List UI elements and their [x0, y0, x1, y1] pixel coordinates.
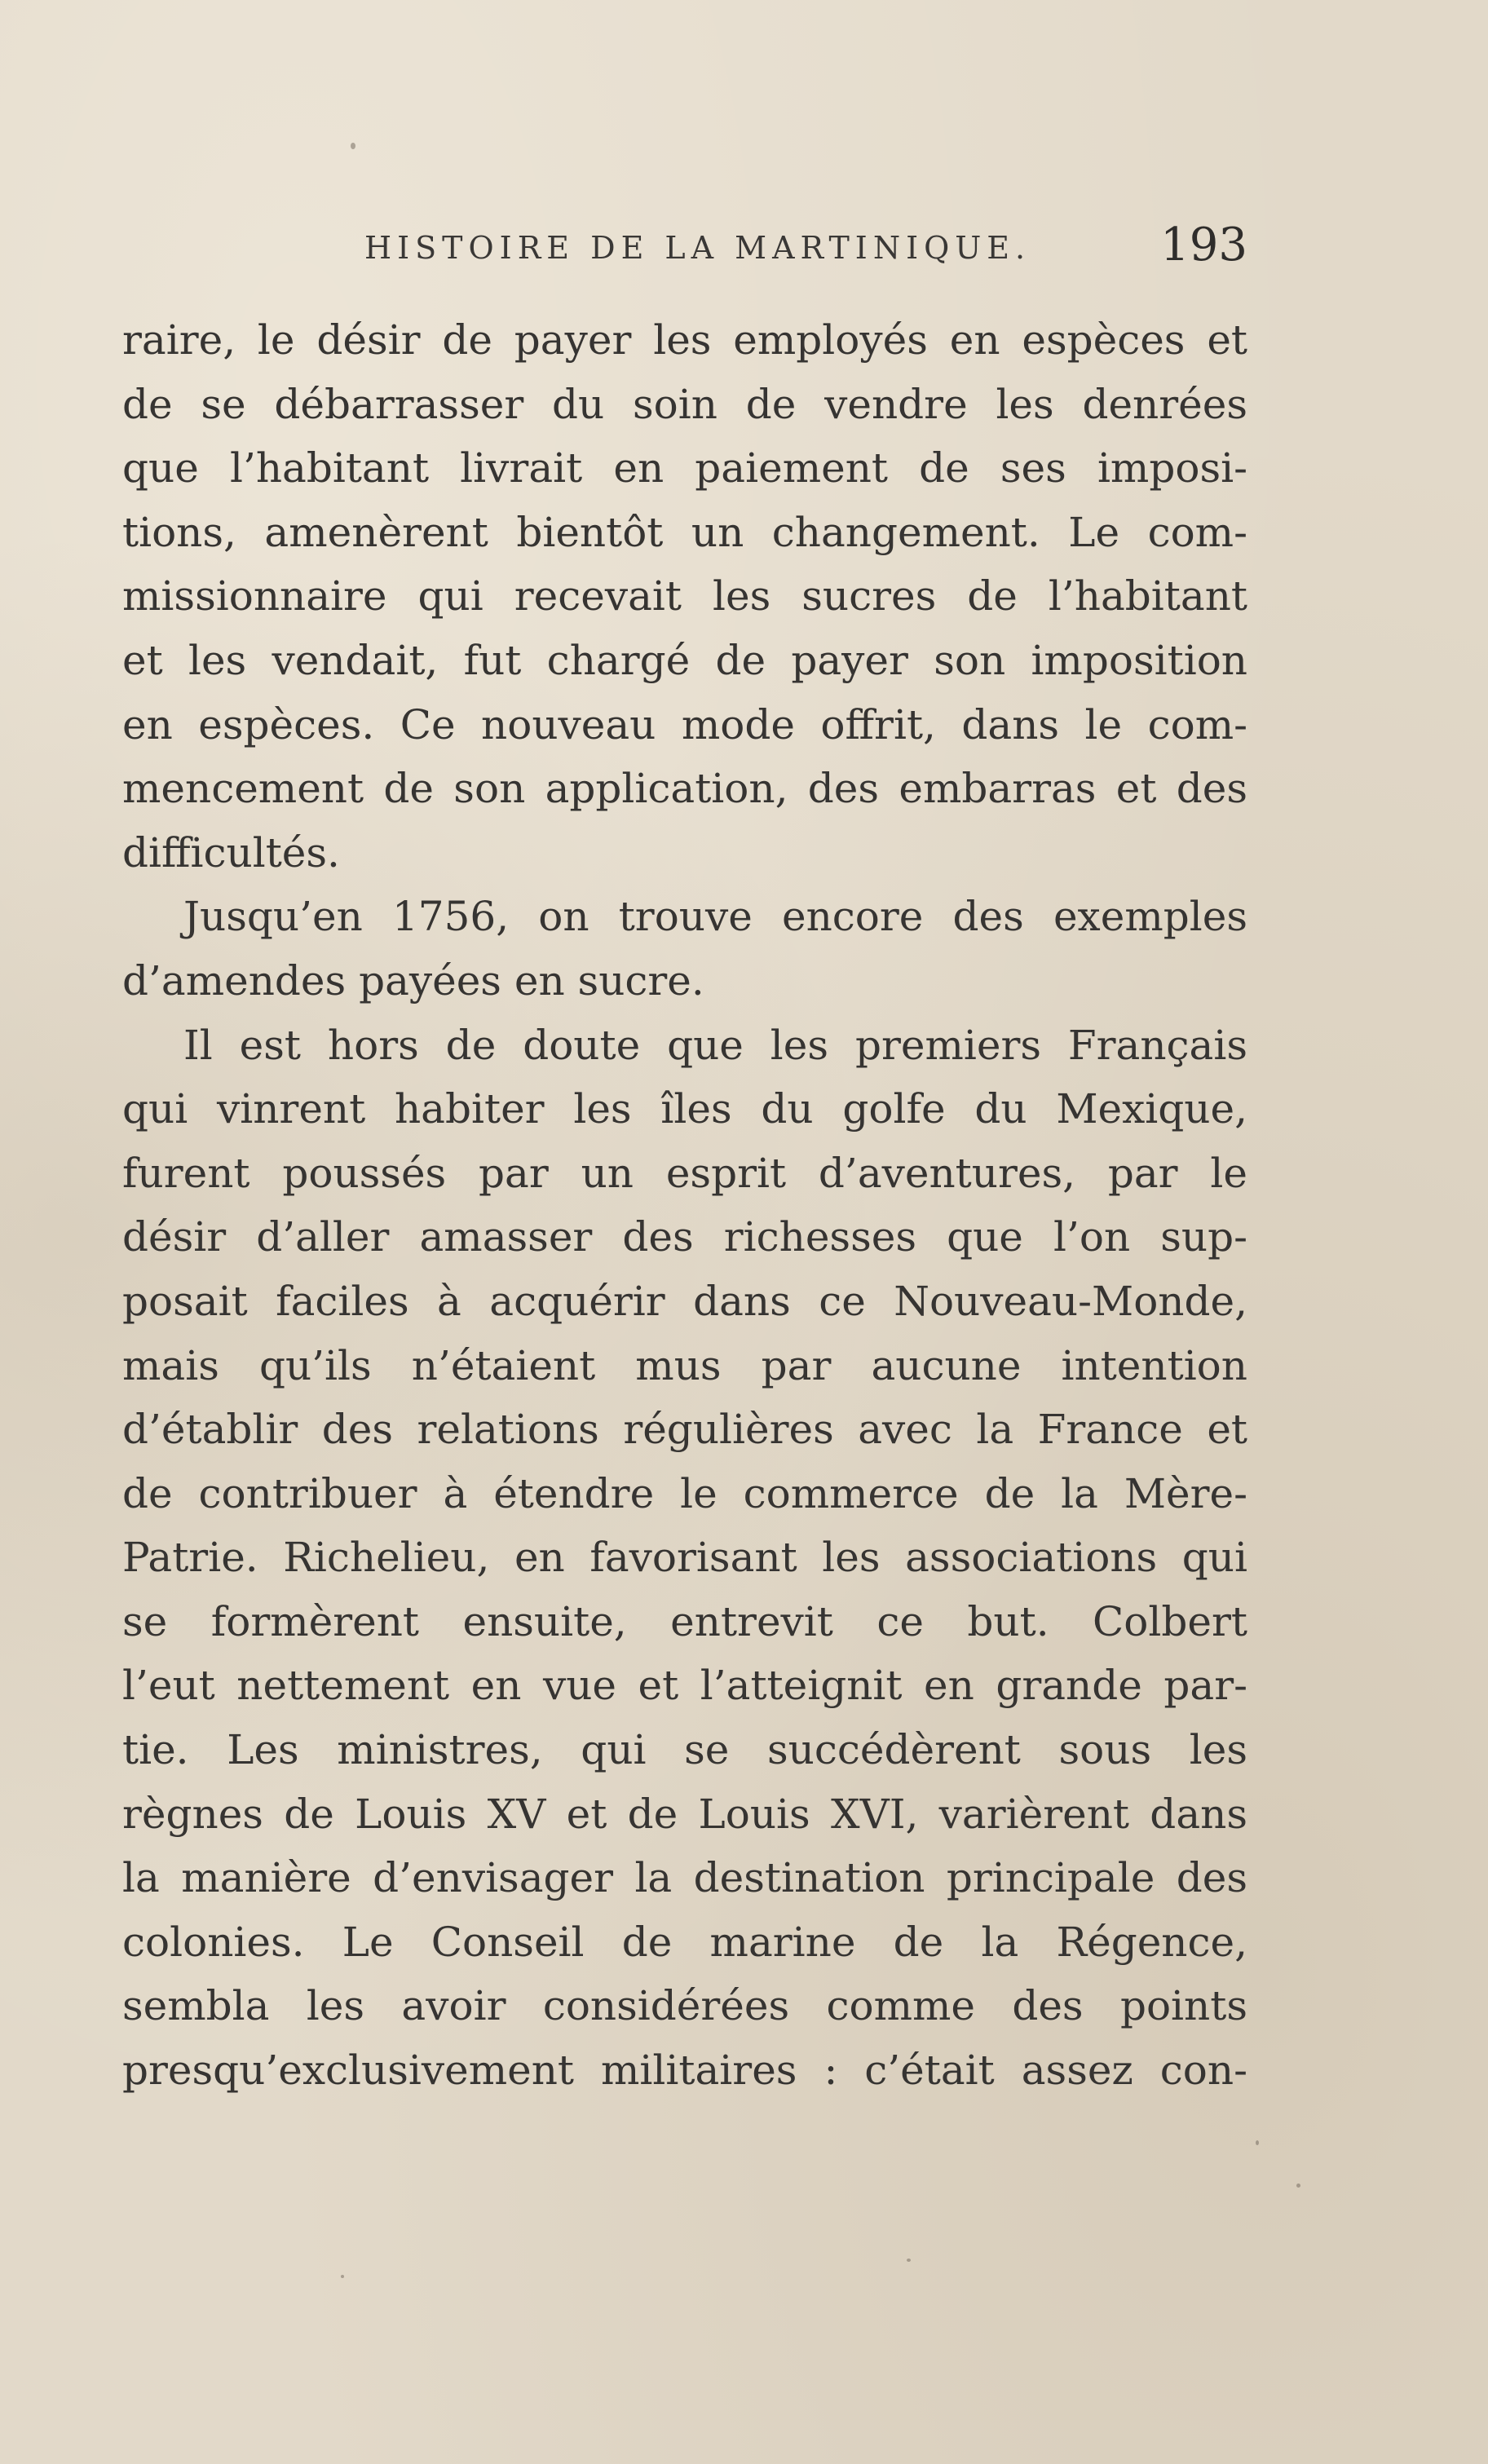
text-line: qui vinrent habiter les îles du golfe du Mexique, [122, 1085, 1247, 1133]
paper-speck [351, 143, 355, 149]
text-line: Jusqu’en 1756, on trouve encore des exemples [183, 893, 1247, 941]
text-line: mais qu’ils n’étaient mus par aucune intention [122, 1341, 1247, 1389]
text-line: furent poussés par un esprit d’aventures, par le [122, 1149, 1247, 1197]
text-line: posait faciles à acquérir dans ce Nouveau-Monde, [122, 1277, 1247, 1325]
text-line: colonies. Le Conseil de marine de la Régence, [122, 1918, 1247, 1966]
text-line: que l’habitant livrait en paiement de ses imposi- [122, 444, 1247, 492]
text-line: sembla les avoir considérées comme des points [122, 1982, 1247, 2030]
page-header [122, 219, 1247, 292]
text-line: Il est hors de doute que les premiers Français [183, 1021, 1247, 1069]
paper-speck [1296, 2184, 1300, 2188]
text-line: et les vendait, fut chargé de payer son imposition [122, 636, 1247, 684]
text-line: d’amendes payées en sucre. [122, 956, 704, 1005]
running-title: HISTOIRE DE LA MARTINIQUE. [364, 230, 1031, 266]
text-line: règnes de Louis XV et de Louis XVI, varièrent dans [122, 1790, 1247, 1838]
text-line: tie. Les ministres, qui se succédèrent sous les [122, 1726, 1247, 1774]
text-line: presqu’exclusivement militaires : c’était assez con- [122, 2047, 1247, 2095]
text-line: désir d’aller amasser des richesses que l’on sup- [122, 1213, 1247, 1261]
text-line: de contribuer à étendre le commerce de la Mère- [122, 1469, 1247, 1517]
text-line: se formèrent ensuite, entrevit ce but. Colbert [122, 1597, 1247, 1645]
text-line: difficultés. [122, 828, 340, 877]
paper-speck [341, 2275, 344, 2278]
text-line: tions, amenèrent bientôt un changement. Le com- [122, 508, 1247, 556]
text-line: l’eut nettement en vue et l’atteignit en grande par- [122, 1662, 1247, 1710]
text-line: Patrie. Richelieu, en favorisant les associations qui [122, 1534, 1247, 1582]
paper-speck [907, 2259, 911, 2262]
text-line: en espèces. Ce nouveau mode offrit, dans le com- [122, 700, 1247, 748]
text-line: la manière d’envisager la destination principale des [122, 1854, 1247, 1902]
page-number: 193 [1160, 219, 1247, 272]
text-line: mencement de son application, des embarras et des [122, 765, 1247, 813]
text-line: missionnaire qui recevait les sucres de l’habitant [122, 572, 1247, 620]
text-line: d’établir des relations régulières avec la France et [122, 1406, 1247, 1454]
body-text [122, 308, 1247, 2103]
text-line: raire, le désir de payer les employés en espèces et [122, 316, 1247, 364]
paper-speck [1256, 2140, 1259, 2145]
text-line: de se débarrasser du soin de vendre les denrées [122, 380, 1247, 428]
